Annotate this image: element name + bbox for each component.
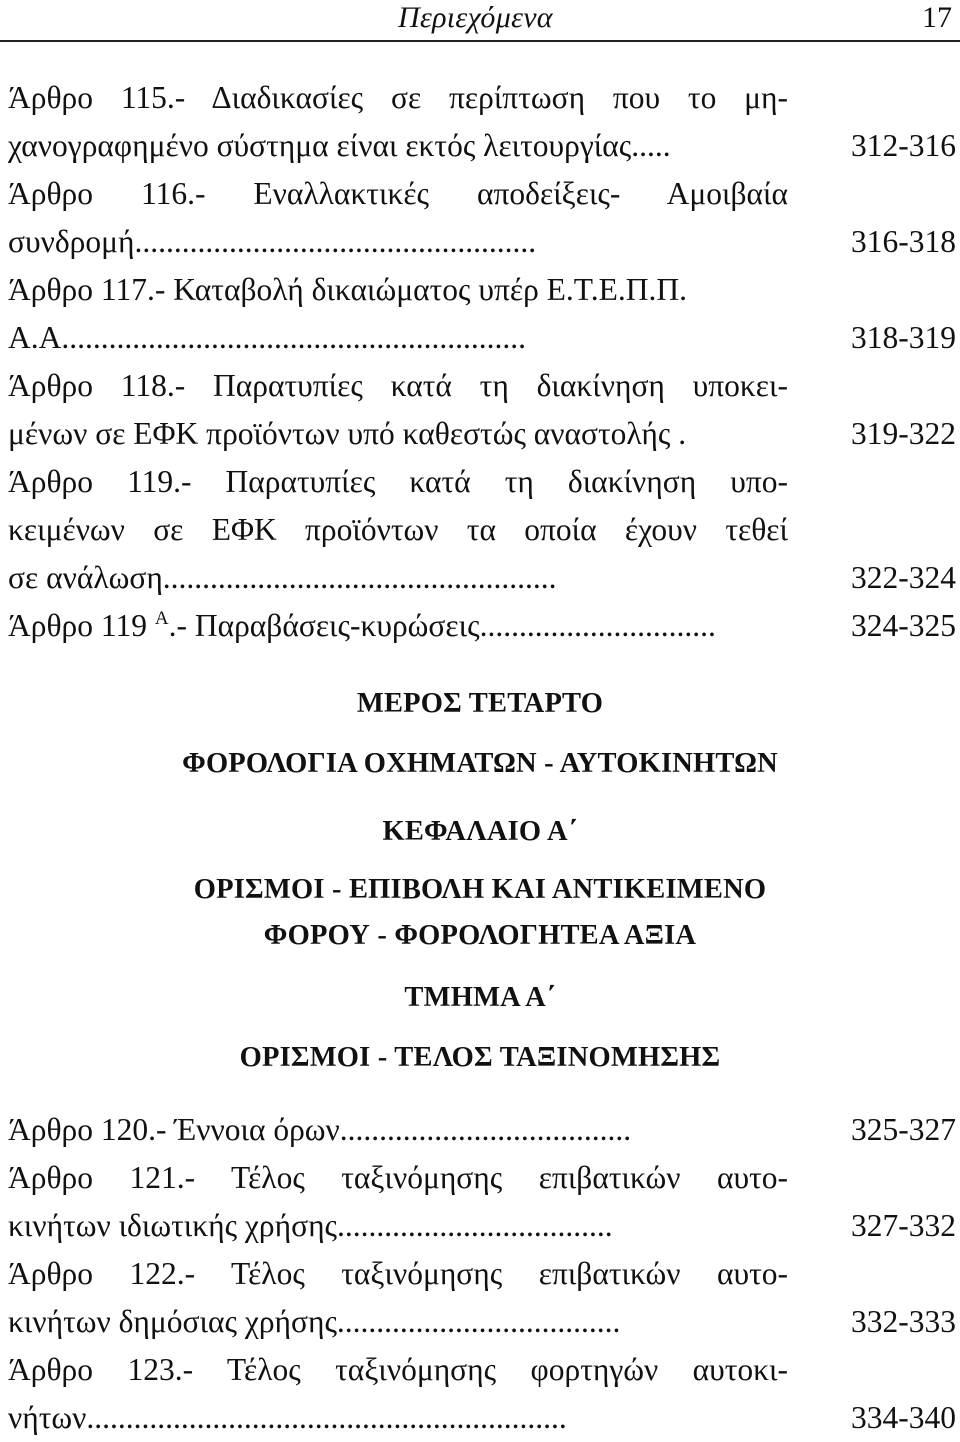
toc-page-range: 312-316	[851, 128, 956, 163]
toc-entry-prefix: Άρθρο 119	[8, 608, 147, 643]
toc-entry-122	[8, 1250, 956, 1346]
toc-entry-123	[8, 1346, 956, 1442]
toc-top	[8, 74, 956, 650]
page-header	[0, 0, 960, 42]
toc-page-range: 325-327	[851, 1112, 956, 1147]
page-number: 17	[922, 1, 952, 34]
toc-entry-text: Άρθρο 115.- Διαδικασίες σε περίπτωση που το μη-	[8, 80, 788, 115]
toc-entry-text: Α.Α...........................................................	[8, 320, 526, 355]
toc-entry-118	[8, 362, 956, 458]
chapter-title-line-1: ΟΡΙΣΜΟΙ - ΕΠΙΒΟΛΗ ΚΑΙ ΑΝΤΙΚΕΙΜΕΝΟ	[193, 874, 767, 905]
toc-page-range: 334-340	[851, 1400, 956, 1435]
toc-entry-115	[8, 74, 956, 170]
toc-entry-text: Άρθρο 118.- Παρατυπίες κατά τη διακίνηση υποκει-	[8, 368, 788, 403]
toc-entry-text: κειμένων σε ΕΦΚ προϊόντων τα οποία έχουν τεθεί	[8, 512, 788, 547]
toc-entry-119	[8, 458, 956, 602]
toc-entry-117	[8, 266, 956, 362]
toc-entry-superscript: Α	[154, 608, 169, 629]
toc-page-range: 322-324	[851, 560, 956, 595]
toc-entry-119a	[8, 602, 956, 650]
toc-entry-text: κινήτων δημόσιας χρήσης....................................	[8, 1304, 621, 1339]
toc-page-range: 327-332	[851, 1208, 956, 1243]
toc-entry-text: Άρθρο 119.- Παρατυπίες κατά τη διακίνηση υπο-	[8, 464, 788, 499]
toc-entry-text: Άρθρο 120.- Έννοια όρων.....................................	[8, 1112, 632, 1147]
toc-entry-text: μένων σε ΕΦΚ προϊόντων υπό καθεστώς αναστολής .	[8, 416, 687, 451]
toc-entry-text: Άρθρο 122.- Τέλος ταξινόμησης επιβατικών αυτο-	[8, 1256, 788, 1291]
toc-entry-text: Άρθρο 117.- Καταβολή δικαιώματος υπέρ Ε.Τ.Ε.Π.Π.	[8, 272, 687, 307]
toc-page-range: 319-322	[851, 416, 956, 451]
toc-entry-120	[8, 1106, 956, 1154]
chapter-title-line-2: ΦΟΡΟΥ - ΦΟΡΟΛΟΓΗΤΕΑ ΑΞΙΑ	[263, 920, 697, 951]
toc-entry-text: χανογραφημένο σύστημα είναι εκτός λειτουργίας.....	[8, 128, 671, 163]
toc-entry-text: σε ανάλωση..................................................	[8, 560, 557, 595]
toc-bottom	[8, 1106, 956, 1442]
toc-entry-text: Άρθρο 116.- Εναλλακτικές αποδείξεις- Αμοιβαία	[8, 176, 788, 211]
toc-page-range: 318-319	[851, 320, 956, 355]
toc-entry-suffix: .- Παραβάσεις-κυρώσεις..............................	[168, 608, 716, 643]
toc-page-range: 324-325	[851, 608, 956, 643]
toc-entry-text: Άρθρο 121.- Τέλος ταξινόμησης επιβατικών αυτο-	[8, 1160, 788, 1195]
toc-page-range: 332-333	[851, 1304, 956, 1339]
part-title: ΦΟΡΟΛΟΓΙΑ ΟΧΗΜΑΤΩΝ - ΑΥΤΟΚΙΝΗΤΩΝ	[182, 748, 778, 779]
toc-entry-text: Άρθρο 123.- Τέλος ταξινόμησης φορτηγών αυτοκι-	[8, 1352, 788, 1387]
part-heading: ΜΕΡΟΣ ΤΕΤΑΡΤΟ	[356, 688, 604, 719]
toc-page-range: 316-318	[851, 224, 956, 259]
toc-entry-121	[8, 1154, 956, 1250]
toc-entry-text: κινήτων ιδιωτικής χρήσης...................................	[8, 1208, 613, 1243]
chapter-heading: ΚΕΦΑΛΑΙΟ Α΄	[382, 816, 578, 847]
toc-entry-text: συνδρομή...................................................	[8, 224, 537, 259]
toc-entry-116	[8, 170, 956, 266]
section-title: ΟΡΙΣΜΟΙ - ΤΕΛΟΣ ΤΑΞΙΝΟΜΗΣΗΣ	[239, 1042, 721, 1073]
running-title: Περιεχόμενα	[398, 1, 553, 34]
toc-entry-text: νήτων.............................................................	[8, 1400, 567, 1435]
section-heading: ΤΜΗΜΑ Α΄	[404, 982, 556, 1013]
